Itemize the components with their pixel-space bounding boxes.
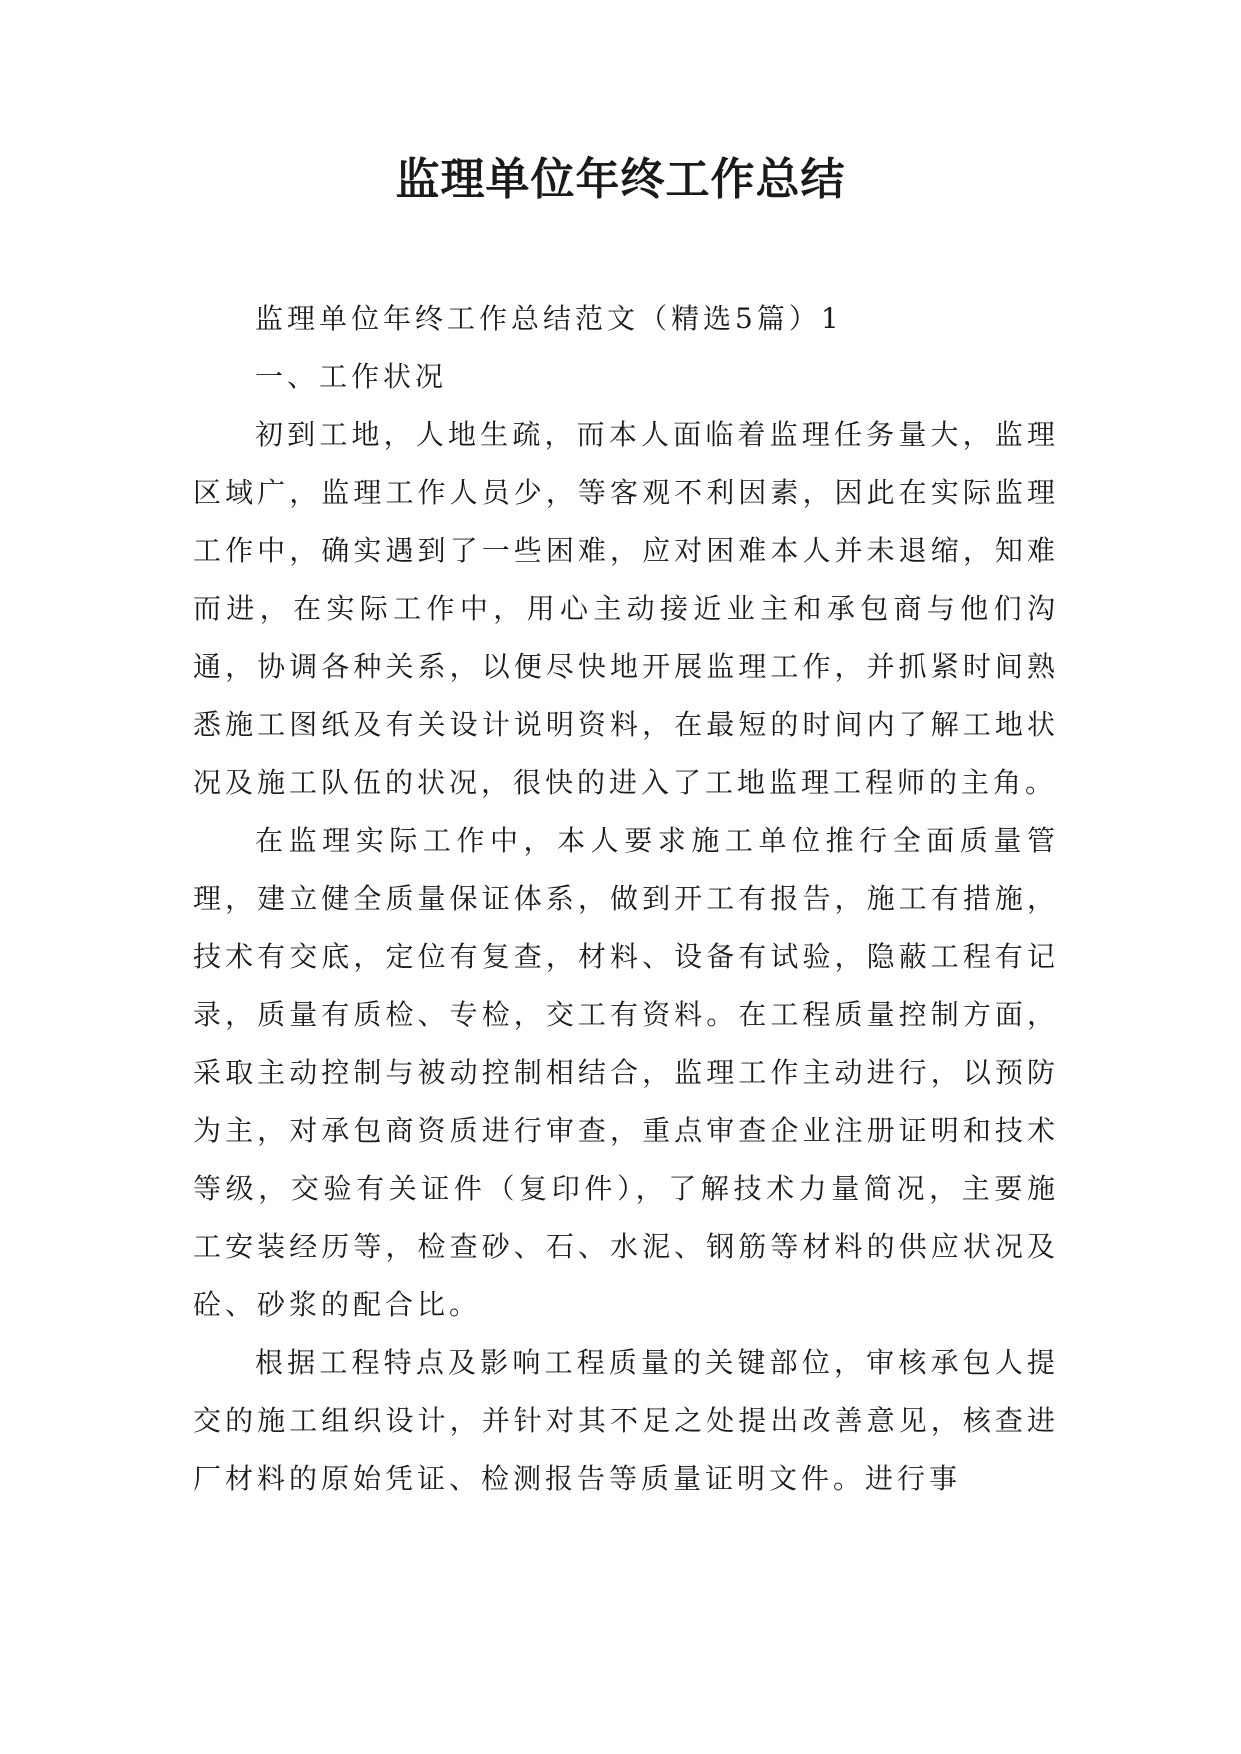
- paragraph-construction-review: 根据工程特点及影响工程质量的关键部位，审核承包人提交的施工组织设计，并针对其不足之处提出改善意见，核查进厂材料的原始凭证、检测报告等质量证明文件。进行事: [193, 1346, 1059, 1495]
- paragraph-subtitle: 监理单位年终工作总结范文（精选5篇）1: [255, 302, 843, 335]
- document-body: [193, 290, 1059, 1508]
- document-title: 监理单位年终工作总结: [395, 154, 846, 205]
- paragraph-section-heading: 一、工作状况: [255, 360, 448, 393]
- paragraph-quality-management: 在监理实际工作中，本人要求施工单位推行全面质量管理，建立健全质量保证体系，做到开工有报告，施工有措施，技术有交底，定位有复查，材料、设备有试验，隐蔽工程有记录，质量有质检、专检，交工有资料。在工程质量控制方面，采取主动控制与被动控制相结合，监理工作主动进行，以预防为主，对承包商资质进行审查，重点审查企业注册证明和技术等级，交验有关证件（复印件），了解技术力量简况，主要施工安装经历等，检查砂、石、水泥、钢筋等材料的供应状况及砼、砂浆的配合比。: [193, 824, 1059, 1321]
- paragraph-work-status: 初到工地，人地生疏，而本人面临着监理任务量大，监理区域广，监理工作人员少，等客观不利因素，因此在实际监理工作中，确实遇到了一些困难，应对困难本人并未退缩，知难而进，在实际工作中，用心主动接近业主和承包商与他们沟通，协调各种关系，以便尽快地开展监理工作，并抓紧时间熟悉施工图纸及有关设计说明资料，在最短的时间内了解工地状况及施工队伍的状况，很快的进入了工地监理工程师的主角。: [193, 418, 1059, 799]
